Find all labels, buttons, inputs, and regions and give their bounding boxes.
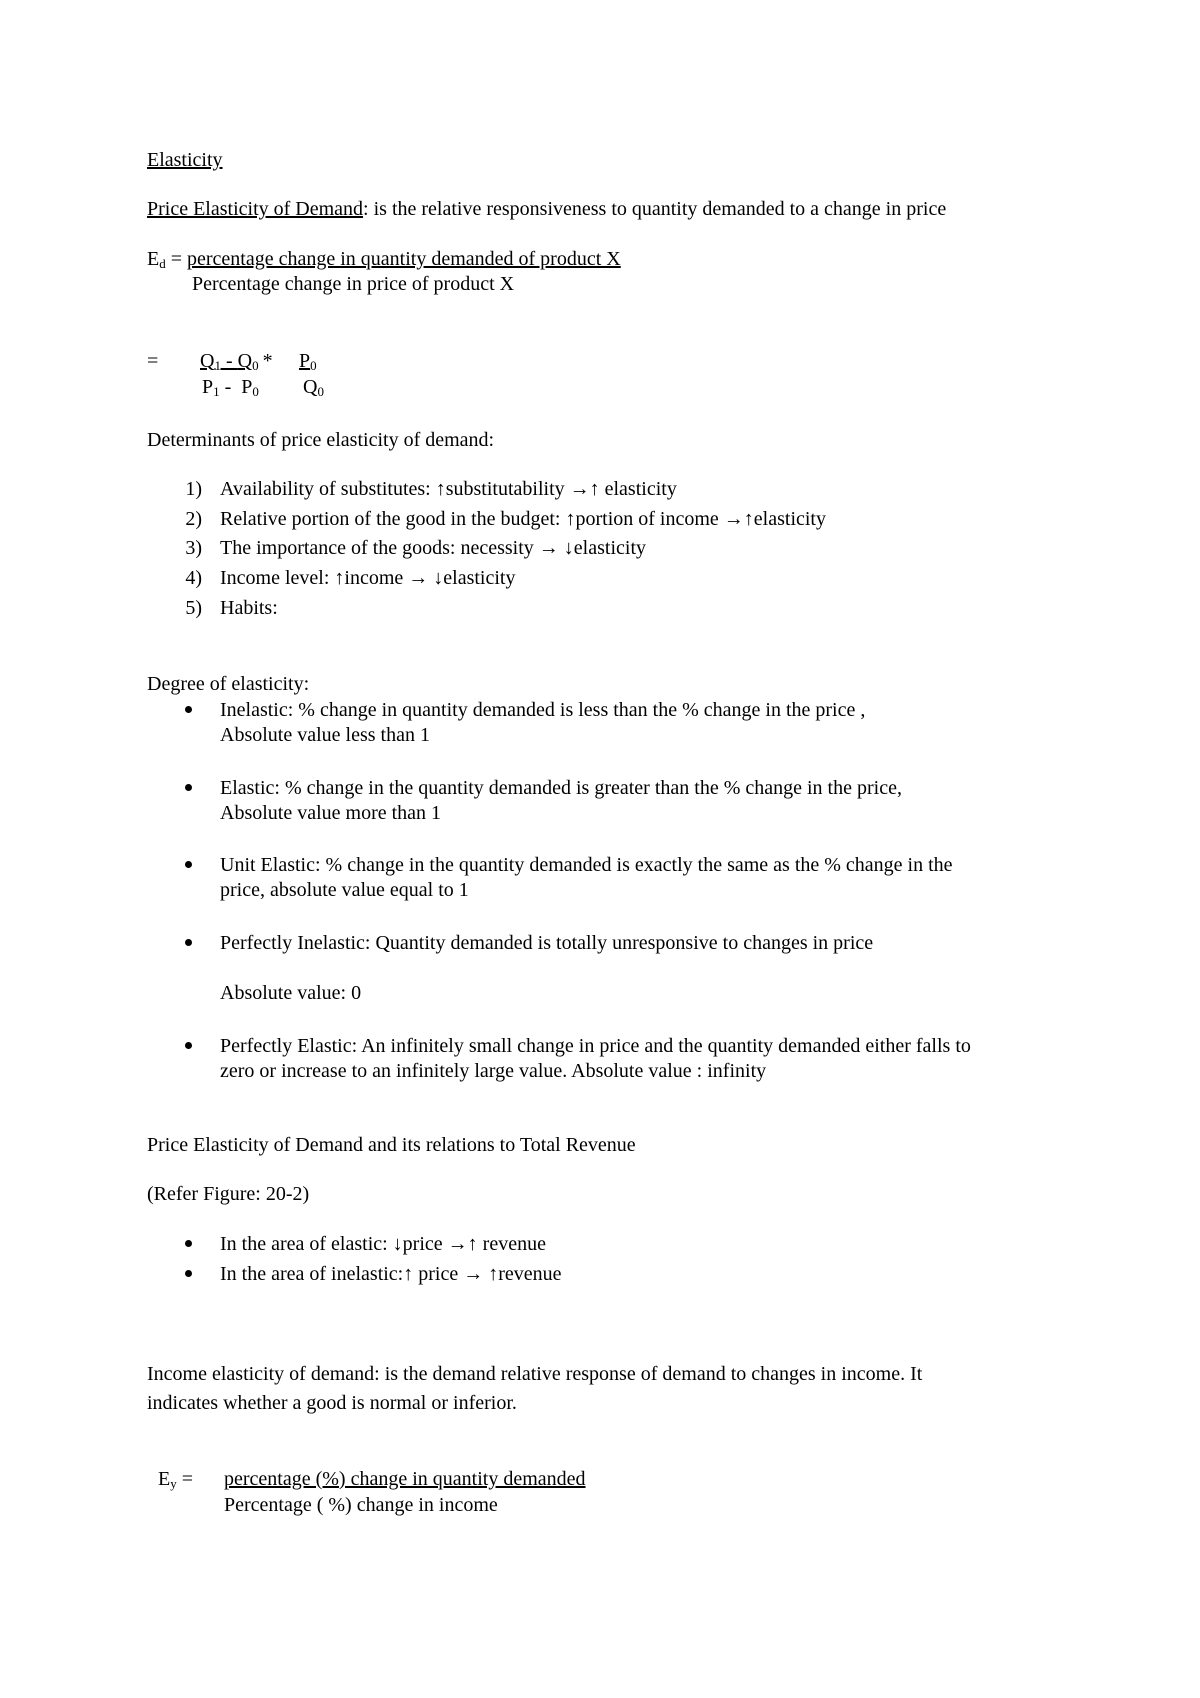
page-title: Elasticity: [147, 149, 223, 171]
list-item: In the area of inelastic:↑ price → ↑revenue: [220, 1263, 562, 1285]
list-item-continuation: Absolute value less than 1: [220, 724, 430, 746]
ey-denominator: Percentage ( %) change in income: [224, 1494, 498, 1516]
p0b-subscript: 0: [252, 384, 259, 399]
p0b-symbol: P: [241, 376, 253, 398]
list-item: The importance of the goods: necessity → ↓elasticity: [220, 537, 646, 559]
list-item: Elastic: % change in the quantity demanded is greater than the % change in the price,: [220, 777, 902, 799]
ed-denominator: Percentage change in price of product X: [192, 273, 515, 295]
ey-symbol-group: [158, 1467, 193, 1491]
bullet-icon: [185, 1270, 192, 1277]
list-item: Perfectly Inelastic: Quantity demanded is totally unresponsive to changes in price: [220, 932, 874, 954]
formula2-numerator: [200, 349, 273, 373]
times-sign: *: [262, 350, 273, 372]
ped-definition-text: : is the relative responsiveness to quantity demanded to a change in price: [363, 198, 947, 220]
list-item-number: 3): [185, 537, 202, 559]
list-item-number: 5): [185, 597, 202, 619]
formula2-denominator: [202, 375, 259, 399]
p0-subscript: 0: [310, 358, 317, 373]
ed-symbol: E: [147, 248, 160, 270]
bullet-icon: [185, 1240, 192, 1247]
list-item-continuation: Absolute value more than 1: [220, 802, 442, 824]
bullet-icon: [185, 939, 192, 946]
formula2-q0: [303, 375, 324, 399]
ey-symbol: E: [158, 1468, 171, 1490]
ped-term: Price Elasticity of Demand: [147, 198, 364, 220]
list-item: Inelastic: % change in quantity demanded is less than the % change in the price ,: [220, 699, 866, 721]
revenue-heading: Price Elasticity of Demand and its relations to Total Revenue: [147, 1134, 636, 1156]
list-item-number: 1): [185, 478, 202, 500]
list-item-continuation: Absolute value: 0: [220, 982, 362, 1004]
ed-equals: =: [165, 248, 187, 270]
list-item: Income level: ↑income → ↓elasticity: [220, 567, 516, 589]
list-item: Habits:: [220, 597, 278, 619]
list-item-continuation: price, absolute value equal to 1: [220, 879, 469, 901]
p1-subscript: 1: [213, 384, 220, 399]
q1-subscript: 1: [214, 358, 221, 373]
formula-ed-numerator-line: [147, 247, 621, 271]
list-item: Relative portion of the good in the budget: ↑portion of income →↑elasticity: [220, 508, 826, 530]
bullet-icon: [185, 706, 192, 713]
list-item: Unit Elastic: % change in the quantity demanded is exactly the same as the % change in the: [220, 854, 953, 876]
ey-equals: =: [176, 1468, 193, 1490]
ey-subscript: y: [170, 1476, 177, 1491]
ed-subscript: d: [159, 256, 166, 271]
income-definition-line2: indicates whether a good is normal or inferior.: [147, 1392, 517, 1414]
income-definition-line1: Income elasticity of demand: is the demand relative response of demand to changes in income. It: [147, 1363, 923, 1385]
list-item: Availability of substitutes: ↑substitutability →↑ elasticity: [220, 478, 677, 500]
q0b-symbol: Q: [303, 376, 318, 398]
list-item-number: 4): [185, 567, 202, 589]
formula2-equals: =: [147, 350, 159, 372]
figure-reference: (Refer Figure: 20-2): [147, 1183, 310, 1205]
degree-heading: Degree of elasticity:: [147, 673, 310, 695]
determinants-heading: Determinants of price elasticity of demand:: [147, 429, 495, 451]
ey-numerator: percentage (%) change in quantity demanded: [224, 1468, 586, 1490]
p0-symbol: P: [299, 350, 311, 372]
q0-subscript: 0: [252, 358, 259, 373]
q1-symbol: Q: [200, 350, 215, 372]
list-item: In the area of elastic: ↓price →↑ revenue: [220, 1233, 546, 1255]
bullet-icon: [185, 784, 192, 791]
formula2-p0: [299, 349, 317, 373]
ed-numerator: percentage change in quantity demanded of product X: [187, 248, 621, 270]
bullet-icon: [185, 1042, 192, 1049]
q0b-subscript: 0: [317, 384, 324, 399]
list-item: Perfectly Elastic: An infinitely small change in price and the quantity demanded either falls to: [220, 1035, 971, 1057]
minus-sign: -: [220, 350, 238, 372]
ped-definition: [147, 197, 946, 221]
list-item-number: 2): [185, 508, 202, 530]
p1-symbol: P: [202, 376, 214, 398]
list-item-continuation: zero or increase to an infinitely large value. Absolute value : infinity: [220, 1060, 767, 1082]
bullet-icon: [185, 861, 192, 868]
minus-sign-2: -: [219, 376, 242, 398]
q0-symbol: Q: [237, 350, 253, 372]
